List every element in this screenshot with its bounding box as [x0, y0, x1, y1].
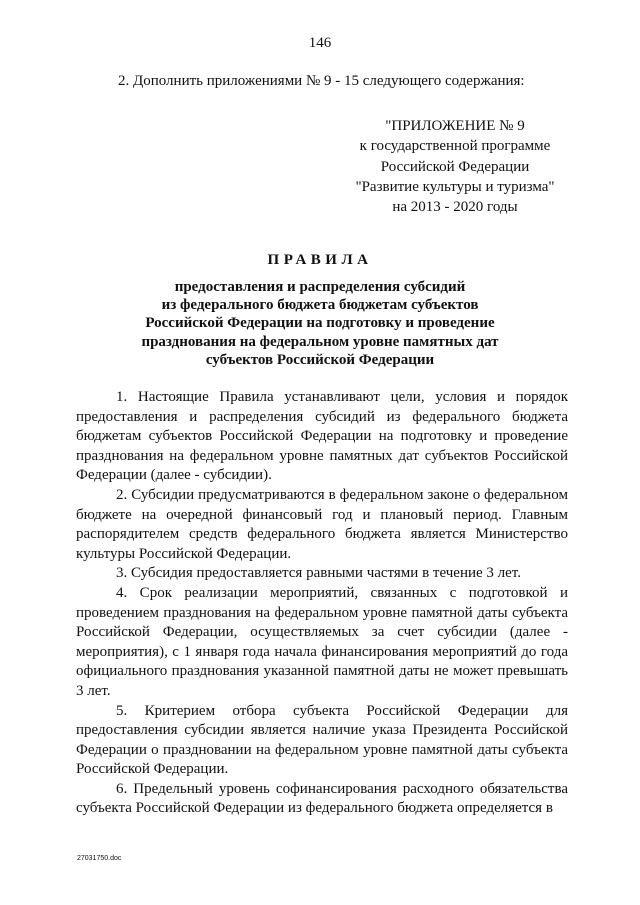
appendix-line: "ПРИЛОЖЕНИЕ № 9 — [385, 118, 525, 134]
paragraph-5: 5. Критерием отбора субъекта Российской Федерации для предоставления субсидии является наличие указа Президента Российской Федерации о праздновании на федеральном уровне памятной даты субъекта Российской Федерации. — [76, 702, 568, 778]
paragraph-3: 3. Субсидия предоставляется равными частями в течение 3 лет. — [116, 565, 521, 582]
subtitle-line: субъектов Российской Федерации — [205, 351, 435, 368]
subtitle-line: празднования на федеральном уровне памятных дат — [141, 333, 499, 350]
appendix-heading — [348, 116, 562, 217]
intro-line: 2. Дополнить приложениями № 9 - 15 следующего содержания: — [118, 73, 525, 89]
appendix-line: Российской Федерации — [380, 158, 530, 175]
subtitle-line: Российской Федерации на подготовку и проведение — [145, 315, 495, 332]
subtitle-line: из федерального бюджета бюджетам субъектов — [161, 297, 479, 314]
paragraph-1: 1. Настоящие Правила устанавливают цели, условия и порядок предоставления и распределения субсидий из федерального бюджета бюджетам субъектов Российской Федерации на подготовку и проведение празднования на федеральном уровне памятных дат субъектов Российской Федерации (далее - субсидии). — [76, 389, 568, 484]
subtitle-line: предоставления и распределения субсидий — [174, 279, 466, 295]
appendix-line: "Развитие культуры и туризма" — [355, 178, 555, 195]
file-name-footer: 27031750.doc — [77, 855, 122, 862]
paragraph-4: 4. Срок реализации мероприятий, связанных с подготовкой и проведением празднования на федеральном уровне памятной даты субъекта Российской Федерации, осуществляемых за счет субсидии (далее - мероприятия), с 1 января года начала финансирования мероприятий до года официального празднования указанной памятной даты не может превышать 3 лет. — [76, 584, 568, 699]
paragraph-2: 2. Субсидии предусматриваются в федеральном законе о федеральном бюджете на очередной финансовый год и плановый период. Главным распорядителем средств федерального бюджета является Министерство культуры Российской Федерации. — [76, 486, 568, 562]
document-title: ПРАВИЛА — [267, 252, 373, 268]
document-body — [76, 388, 568, 819]
page-number: 146 — [308, 35, 332, 51]
document-subtitle — [0, 278, 640, 369]
appendix-line: на 2013 - 2020 годы — [392, 199, 518, 216]
paragraph-6: 6. Предельный уровень софинансирования расходного обязательства субъекта Российской Федерации из федерального бюджета определяется в — [76, 780, 568, 817]
appendix-line: к государственной программе — [359, 138, 551, 155]
